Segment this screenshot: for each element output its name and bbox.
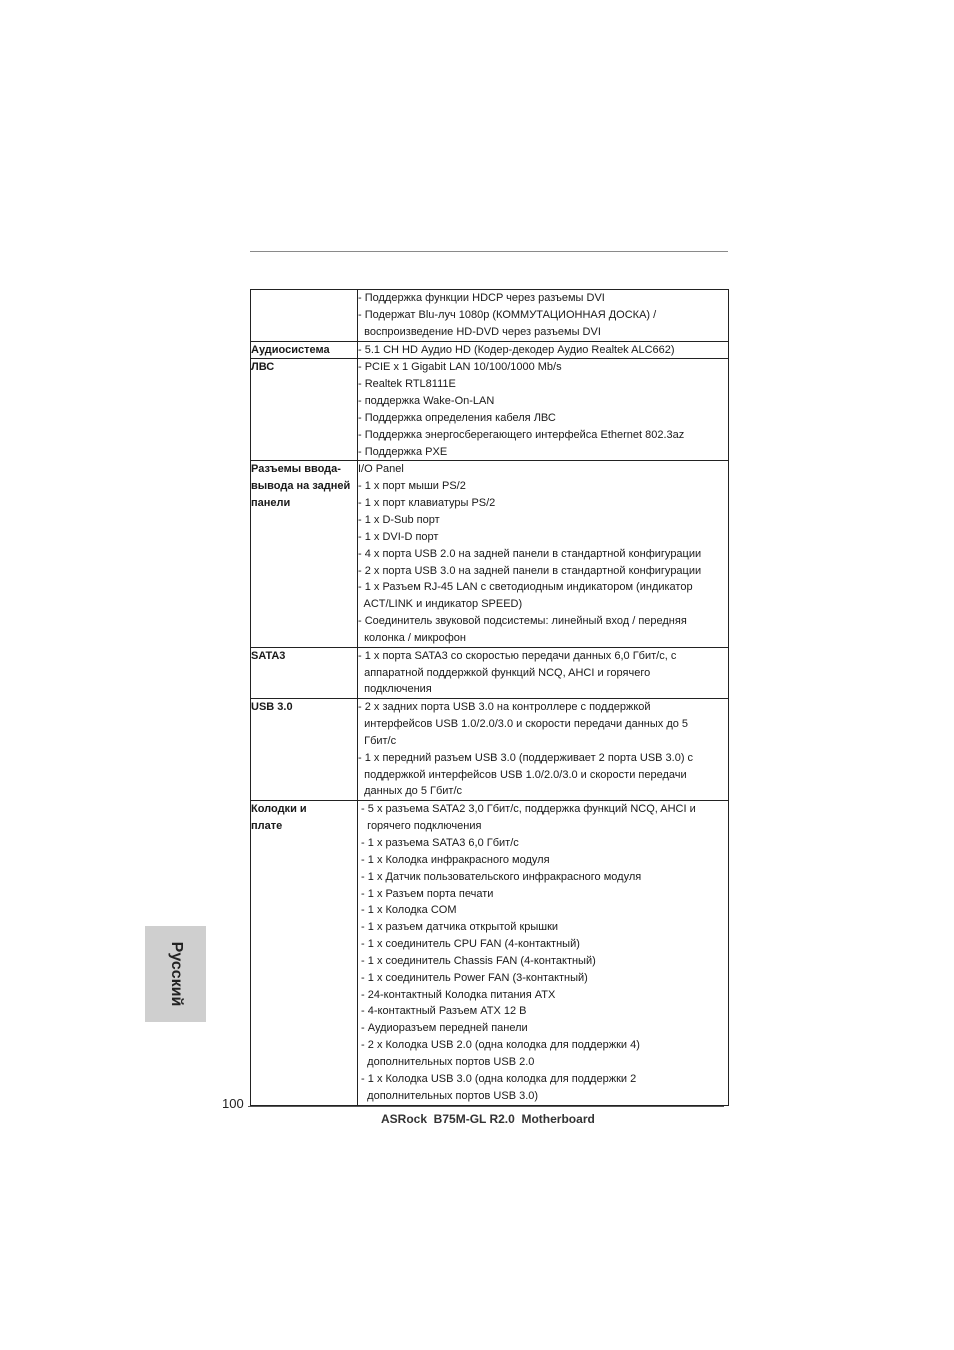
spec-item: ACT/LINK и индикатор SPEED) xyxy=(358,598,523,611)
spec-label xyxy=(251,461,358,647)
spec-row xyxy=(251,461,729,647)
spec-item: - 1 x передний разъем USB 3.0 (поддерживает 2 порта USB 3.0) с xyxy=(358,751,694,764)
spec-item: воспроизведение HD-DVD через разъемы DVI xyxy=(358,325,601,338)
spec-item: - 1 x соединитель Chassis FAN (4-контактный) xyxy=(358,954,596,967)
spec-item: - 1 x соединитель Power FAN (3-контактный) xyxy=(358,971,588,984)
spec-item: - Поддержка определения кабеля ЛВС xyxy=(358,411,556,424)
spec-row xyxy=(251,647,729,699)
spec-item: - 5 x разъема SATA2 3,0 Гбит/с, поддержка функций NCQ, AHCI и xyxy=(358,803,696,816)
spec-item: - Поддержка PXE xyxy=(358,445,448,458)
spec-item: - 2 x Колодка USB 2.0 (одна колодка для поддержки 4) xyxy=(358,1039,640,1052)
spec-item: I/O Panel xyxy=(358,463,404,476)
spec-row xyxy=(251,359,729,461)
language-tab-label: Русский xyxy=(167,941,185,1007)
spec-row xyxy=(251,699,729,801)
spec-item: интерфейсов USB 1.0/2.0/3.0 и скорости передачи данных до 5 xyxy=(358,718,689,731)
top-divider xyxy=(250,251,728,252)
spec-item: - PCIE x 1 Gigabit LAN 10/100/1000 Mb/s xyxy=(358,361,562,374)
specifications-table xyxy=(250,289,729,1106)
spec-label-line: Аудиосистема xyxy=(251,343,330,356)
spec-label-line: ЛВС xyxy=(251,361,275,374)
spec-item: - Realtek RTL8111E xyxy=(358,378,456,391)
footer-divider xyxy=(248,1106,724,1107)
spec-item: - 1 x Колодка инфракрасного модуля xyxy=(358,853,550,866)
spec-label xyxy=(251,290,358,342)
spec-item: - 1 x разъем датчика открытой крышки xyxy=(358,921,559,934)
spec-label-line: SATA3 xyxy=(251,649,286,662)
spec-item: аппаратной поддержкой функций NCQ, AHCI и горячего xyxy=(358,666,651,679)
spec-item: Гбит/с xyxy=(358,734,397,747)
spec-item: - Соединитель звуковой подсистемы: линейный вход / передняя xyxy=(358,615,687,628)
spec-item: - Аудиоразъем передней панели xyxy=(358,1022,528,1035)
spec-row xyxy=(251,341,729,359)
spec-item: - 1 x D-Sub порт xyxy=(358,513,440,526)
spec-label xyxy=(251,647,358,699)
spec-item: колонка / микрофон xyxy=(358,631,466,644)
spec-label xyxy=(251,359,358,461)
spec-label xyxy=(251,699,358,801)
language-tab xyxy=(145,926,206,1022)
spec-label-line: Разъемы ввода- xyxy=(251,463,341,476)
spec-content xyxy=(358,699,729,801)
spec-item: - Поддержка функции HDCP через разъемы DVI xyxy=(358,292,605,304)
spec-item: горячего подключения xyxy=(358,820,482,833)
spec-item: дополнительных портов USB 3.0) xyxy=(358,1089,539,1102)
spec-row xyxy=(251,801,729,1105)
spec-label xyxy=(251,801,358,1105)
spec-item: - 4 x порта USB 2.0 на задней панели в стандартной конфигурации xyxy=(358,547,702,560)
spec-label-line: панели xyxy=(251,497,291,510)
spec-row xyxy=(251,290,729,342)
spec-item: данных до 5 Гбит/с xyxy=(358,785,463,798)
spec-item: - 1 x DVI-D порт xyxy=(358,530,439,543)
spec-item: - 1 x порт мыши PS/2 xyxy=(358,480,466,493)
spec-content xyxy=(358,359,729,461)
spec-content xyxy=(358,290,729,342)
page-number: 100 xyxy=(222,1096,244,1111)
spec-item: - 1 x Датчик пользовательского инфракрасного модуля xyxy=(358,870,642,883)
spec-item: - 1 x Колодка USB 3.0 (одна колодка для поддержки 2 xyxy=(358,1072,637,1085)
spec-item: - 1 x Разъем порта печати xyxy=(358,887,494,900)
spec-label-line: вывода на задней xyxy=(251,480,351,493)
spec-item: - 1 x порт клавиатуры PS/2 xyxy=(358,497,496,510)
spec-item: - Подержат Blu-луч 1080p (КОММУТАЦИОННАЯ ДОСКА) / xyxy=(358,308,657,321)
spec-item: - 24-контактный Колодка питания ATX xyxy=(358,988,556,1001)
spec-item: - 2 x задних порта USB 3.0 на контроллере с поддержкой xyxy=(358,701,651,714)
spec-item: - 1 x Разъем RJ-45 LAN с светодиодным индикатором (индикатор xyxy=(358,581,693,594)
spec-item: - 1 x разъема SATA3 6,0 Гбит/с xyxy=(358,837,519,849)
spec-item: - 2 x порта USB 3.0 на задней панели в стандартной конфигурации xyxy=(358,564,702,577)
spec-content xyxy=(358,801,729,1105)
spec-content xyxy=(358,461,729,647)
spec-item: подключения xyxy=(358,683,432,696)
spec-item: - 4-контактный Разъем ATX 12 В xyxy=(358,1005,527,1018)
spec-item: - 5.1 CH HD Аудио HD (Кодер-декодер Аудио Realtek ALC662) xyxy=(358,343,675,356)
spec-item: поддержкой интерфейсов USB 1.0/2.0/3.0 и скорости передачи xyxy=(358,768,687,781)
spec-item: - 1 x порта SATA3 со скоростью передачи данных 6,0 Гбит/с, с xyxy=(358,649,677,662)
spec-item: - 1 x соединитель CPU FAN (4-контактный) xyxy=(358,938,580,951)
spec-content xyxy=(358,341,729,359)
spec-content xyxy=(358,647,729,699)
spec-label-line: Колодки и xyxy=(251,803,307,816)
spec-item: - 1 x Колодка COM xyxy=(358,904,457,917)
spec-label-line: USB 3.0 xyxy=(251,701,293,714)
spec-label-line: плате xyxy=(251,820,283,833)
spec-item: дополнительных портов USB 2.0 xyxy=(358,1055,535,1068)
spec-label xyxy=(251,341,358,359)
spec-item: - Поддержка энергосберегающего интерфейса Ethernet 802.3az xyxy=(358,428,685,441)
footer-product-title: ASRock B75M-GL R2.0 Motherboard xyxy=(381,1112,595,1126)
spec-item: - поддержка Wake-On-LAN xyxy=(358,395,495,408)
